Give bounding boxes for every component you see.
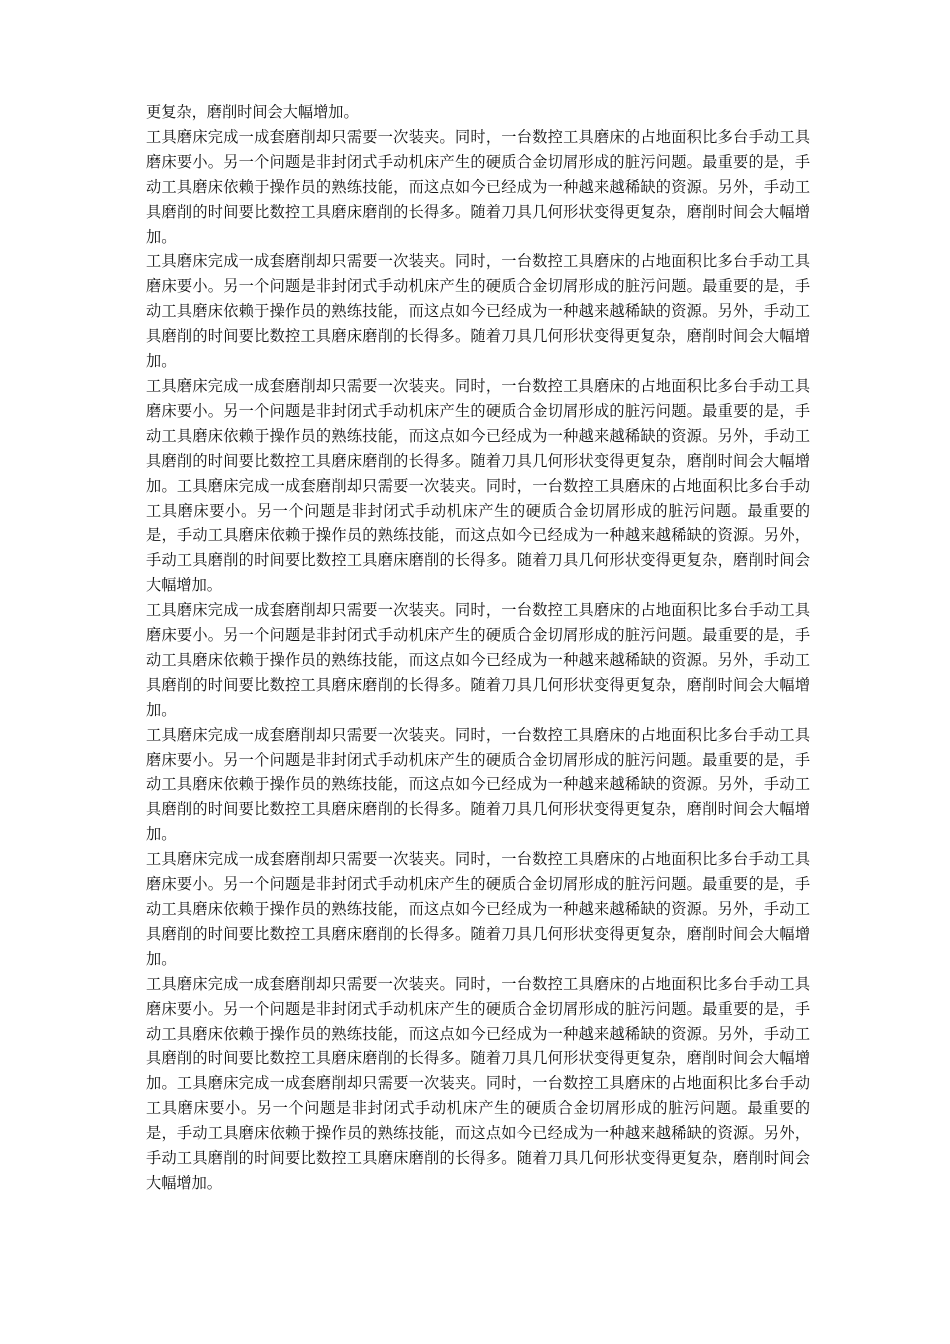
paragraph-4: 工具磨床完成一成套磨削却只需要一次装夹。同时，一台数控工具磨床的占地面积比多台手动工具磨床要小。另一个问题是非封闭式手动机床产生的硬质合金切屑形成的脏污问题。最重要的是，手动工具磨床依赖于操作员的熟练技能，而这点如今已经成为一种越来越稀缺的资源。另外，手动工具磨削的时间要比数控工具磨床磨削的长得多。随着刀具几何形状变得更复杂，磨削时间会大幅增加。工具磨床完成一成套磨削却只需要一次装夹。同时，一台数控工具磨床的占地面积比多台手动工具磨床要小。另一个问题是非封闭式手动机床产生的硬质合金切屑形成的脏污问题。最重要的是，手动工具磨床依赖于操作员的熟练技能，而这点如今已经成为一种越来越稀缺的资源。另外，手动工具磨削的时间要比数控工具磨床磨削的长得多。随着刀具几何形状变得更复杂，磨削时间会大幅增加。 <box>146 376 810 595</box>
paragraph-8: 工具磨床完成一成套磨削却只需要一次装夹。同时，一台数控工具磨床的占地面积比多台手动工具磨床要小。另一个问题是非封闭式手动机床产生的硬质合金切屑形成的脏污问题。最重要的是，手动工具磨床依赖于操作员的熟练技能，而这点如今已经成为一种越来越稀缺的资源。另外，手动工具磨削的时间要比数控工具磨床磨削的长得多。随着刀具几何形状变得更复杂，磨削时间会大幅增加。工具磨床完成一成套磨削却只需要一次装夹。同时，一台数控工具磨床的占地面积比多台手动工具磨床要小。另一个问题是非封闭式手动机床产生的硬质合金切屑形成的脏污问题。最重要的是，手动工具磨床依赖于操作员的熟练技能，而这点如今已经成为一种越来越稀缺的资源。另外，手动工具磨削的时间要比数控工具磨床磨削的长得多。随着刀具几何形状变得更复杂，磨削时间会大幅增加。 <box>146 974 810 1192</box>
paragraph-3: 工具磨床完成一成套磨削却只需要一次装夹。同时，一台数控工具磨床的占地面积比多台手动工具磨床要小。另一个问题是非封闭式手动机床产生的硬质合金切屑形成的脏污问题。最重要的是，手动工具磨床依赖于操作员的熟练技能，而这点如今已经成为一种越来越稀缺的资源。另外，手动工具磨削的时间要比数控工具磨床磨削的长得多。随着刀具几何形状变得更复杂，磨削时间会大幅增加。 <box>146 252 810 371</box>
paragraph-5: 工具磨床完成一成套磨削却只需要一次装夹。同时，一台数控工具磨床的占地面积比多台手动工具磨床要小。另一个问题是非封闭式手动机床产生的硬质合金切屑形成的脏污问题。最重要的是，手动工具磨床依赖于操作员的熟练技能，而这点如今已经成为一种越来越稀缺的资源。另外，手动工具磨削的时间要比数控工具磨床磨削的长得多。随着刀具几何形状变得更复杂，磨削时间会大幅增加。 <box>146 601 810 719</box>
document-body <box>146 100 810 1196</box>
paragraph-2: 工具磨床完成一成套磨削却只需要一次装夹。同时，一台数控工具磨床的占地面积比多台手动工具磨床要小。另一个问题是非封闭式手动机床产生的硬质合金切屑形成的脏污问题。最重要的是，手动工具磨床依赖于操作员的熟练技能，而这点如今已经成为一种越来越稀缺的资源。另外，手动工具磨削的时间要比数控工具磨床磨削的长得多。随着刀具几何形状变得更复杂，磨削时间会大幅增加。 <box>146 127 810 246</box>
paragraph-6: 工具磨床完成一成套磨削却只需要一次装夹。同时，一台数控工具磨床的占地面积比多台手动工具磨床要小。另一个问题是非封闭式手动机床产生的硬质合金切屑形成的脏污问题。最重要的是，手动工具磨床依赖于操作员的熟练技能，而这点如今已经成为一种越来越稀缺的资源。另外，手动工具磨削的时间要比数控工具磨床磨削的长得多。随着刀具几何形状变得更复杂，磨削时间会大幅增加。 <box>146 725 810 844</box>
paragraph-7: 工具磨床完成一成套磨削却只需要一次装夹。同时，一台数控工具磨床的占地面积比多台手动工具磨床要小。另一个问题是非封闭式手动机床产生的硬质合金切屑形成的脏污问题。最重要的是，手动工具磨床依赖于操作员的熟练技能，而这点如今已经成为一种越来越稀缺的资源。另外，手动工具磨削的时间要比数控工具磨床磨削的长得多。随着刀具几何形状变得更复杂，磨削时间会大幅增加。 <box>146 850 810 968</box>
paragraph-1: 更复杂，磨削时间会大幅增加。 <box>146 103 359 121</box>
